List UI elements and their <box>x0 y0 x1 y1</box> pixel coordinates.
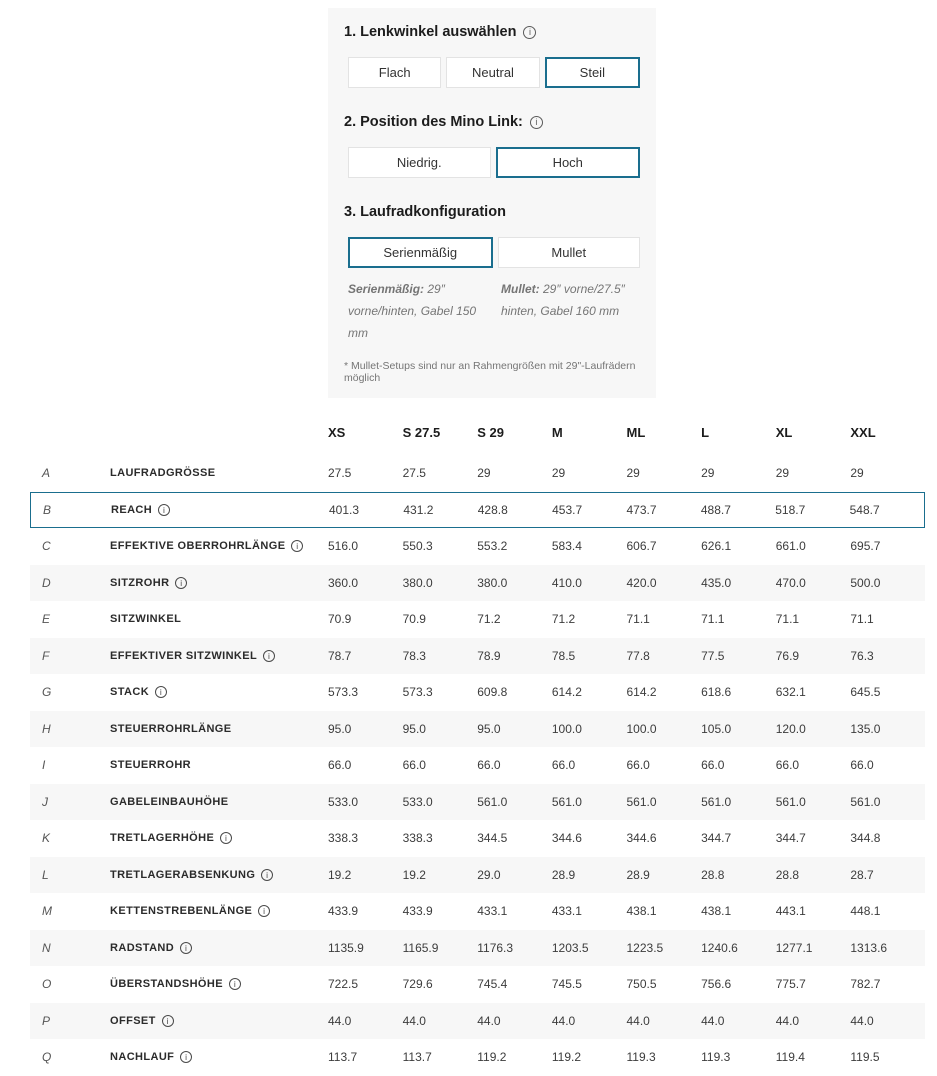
cell-value: 470.0 <box>775 575 806 590</box>
cell-value: 548.7 <box>849 502 880 517</box>
cell-value: 29 <box>775 466 790 481</box>
cell-value: 473.7 <box>626 502 657 517</box>
cell-value: 19.2 <box>328 867 352 882</box>
cell-value: 453.7 <box>552 502 583 517</box>
option-button-mullet[interactable]: Mullet <box>498 237 641 268</box>
cell-value: 27.5 <box>402 466 426 481</box>
row-letter: L <box>42 867 49 882</box>
row-label-text: STEUERROHR <box>110 759 192 772</box>
cell-value: 19.2 <box>402 867 426 882</box>
row-letter: B <box>43 502 52 517</box>
cell-value: 1313.6 <box>850 940 888 955</box>
column-header-s-27-5: S 27.5 <box>402 425 441 440</box>
section-info-icon[interactable]: i <box>530 116 543 129</box>
row-label <box>110 1051 328 1063</box>
cell-value: 78.9 <box>477 648 501 663</box>
cell-value: 44.0 <box>850 1013 874 1028</box>
cell-value: 105.0 <box>701 721 732 736</box>
cell-value: 401.3 <box>329 502 360 517</box>
mullet-footnote: * Mullet-Setups sind nur an Rahmengrößen mit 29"-Laufrädern möglich <box>344 360 636 384</box>
table-row-kettenstrebenl-nge <box>30 893 925 930</box>
section-heading-text: 1. Lenkwinkel auswählen <box>344 24 517 40</box>
cell-value: 573.3 <box>402 685 433 700</box>
table-row-effektive-oberrohrl-nge <box>30 528 925 565</box>
table-row-steuerrohrl-nge <box>30 711 925 748</box>
cell-value: 71.1 <box>775 612 800 627</box>
cell-value: 729.6 <box>402 977 433 992</box>
row-info-icon[interactable]: i <box>175 577 187 589</box>
cell-value: 433.1 <box>477 904 508 919</box>
cell-value: 438.1 <box>626 904 657 919</box>
cell-value: 71.2 <box>551 612 576 627</box>
cell-value: 1277.1 <box>775 940 813 955</box>
cell-value: 561.0 <box>477 794 508 809</box>
row-letter: O <box>42 977 52 992</box>
row-label-text: GABELEINBAUHÖHE <box>110 795 229 808</box>
option-button-flach[interactable]: Flach <box>348 57 441 88</box>
row-letter: D <box>42 575 51 590</box>
config-section-1 <box>344 24 640 88</box>
row-label-text: LAUFRADGRÖSSE <box>110 467 216 480</box>
row-letter: J <box>42 794 48 809</box>
cell-value: 28.9 <box>551 867 576 882</box>
column-header-ml: ML <box>626 425 646 440</box>
table-row-steuerrohr <box>30 747 925 784</box>
row-letter: I <box>42 758 46 773</box>
geometry-table <box>30 410 925 1076</box>
cell-value: 420.0 <box>626 575 657 590</box>
cell-value: 360.0 <box>328 575 359 590</box>
cell-value: 380.0 <box>477 575 508 590</box>
row-label <box>111 504 329 516</box>
option-button-niedrig[interactable]: Niedrig. <box>348 147 491 178</box>
cell-value: 380.0 <box>402 575 433 590</box>
cell-value: 28.9 <box>626 867 650 882</box>
cell-value: 78.3 <box>402 648 426 663</box>
cell-value: 1223.5 <box>626 940 664 955</box>
cell-value: 626.1 <box>701 539 732 554</box>
cell-value: 756.6 <box>701 977 732 992</box>
cell-value: 66.0 <box>701 758 725 773</box>
row-info-icon[interactable]: i <box>180 1051 192 1063</box>
cell-value: 119.2 <box>477 1050 507 1065</box>
cell-value: 44.0 <box>551 1013 576 1028</box>
row-info-icon[interactable]: i <box>261 869 273 881</box>
cell-value: 410.0 <box>551 575 582 590</box>
cell-value: 70.9 <box>328 612 352 627</box>
cell-value: 135.0 <box>850 721 881 736</box>
cell-value: 76.3 <box>850 648 874 663</box>
cell-value: 443.1 <box>775 904 806 919</box>
cell-value: 1240.6 <box>701 940 738 955</box>
cell-value: 1176.3 <box>477 940 514 955</box>
cell-value: 344.8 <box>850 831 881 846</box>
row-label <box>110 759 328 771</box>
cell-value: 119.4 <box>775 1050 805 1065</box>
cell-value: 66.0 <box>477 758 501 773</box>
row-label <box>110 832 328 844</box>
row-label-text: REACH <box>111 503 153 516</box>
cell-value: 561.0 <box>551 794 582 809</box>
cell-value: 44.0 <box>328 1013 352 1028</box>
row-info-icon[interactable]: i <box>180 942 192 954</box>
cell-value: 1165.9 <box>402 940 439 955</box>
cell-value: 44.0 <box>701 1013 725 1028</box>
cell-value: 606.7 <box>626 539 657 554</box>
row-letter: C <box>42 539 51 554</box>
cell-value: 344.5 <box>477 831 508 846</box>
table-row-sitzwinkel <box>30 601 925 638</box>
option-button-serienm-ig[interactable]: Serienmäßig <box>348 237 493 268</box>
cell-value: 488.7 <box>700 502 731 517</box>
cell-value: 44.0 <box>477 1013 501 1028</box>
row-info-icon[interactable]: i <box>291 540 303 552</box>
column-header-s-29: S 29 <box>477 425 504 440</box>
cell-value: 95.0 <box>477 721 501 736</box>
cell-value: 27.5 <box>328 466 352 481</box>
row-label <box>110 540 328 552</box>
cell-value: 433.9 <box>328 904 359 919</box>
cell-value: 28.8 <box>701 867 725 882</box>
row-info-icon[interactable]: i <box>158 504 170 516</box>
row-label <box>110 467 328 479</box>
cell-value: 100.0 <box>626 721 657 736</box>
cell-value: 632.1 <box>775 685 806 700</box>
table-row-tretlagerabsenkung <box>30 857 925 894</box>
row-label-text: EFFEKTIVE OBERROHRLÄNGE <box>110 540 286 553</box>
cell-value: 29 <box>551 466 566 481</box>
cell-value: 44.0 <box>626 1013 650 1028</box>
cell-value: 500.0 <box>850 575 881 590</box>
cell-value: 66.0 <box>775 758 800 773</box>
cell-value: 66.0 <box>850 758 874 773</box>
row-info-icon[interactable]: i <box>155 686 167 698</box>
cell-value: 561.0 <box>701 794 732 809</box>
cell-value: 661.0 <box>775 539 806 554</box>
cell-value: 344.6 <box>551 831 582 846</box>
table-row-laufradgr-sse <box>30 455 925 492</box>
cell-value: 71.2 <box>477 612 501 627</box>
section-info-icon[interactable]: i <box>523 26 536 39</box>
cell-value: 78.7 <box>328 648 352 663</box>
cell-value: 113.7 <box>402 1050 432 1065</box>
cell-value: 71.1 <box>701 612 725 627</box>
option-button-steil[interactable]: Steil <box>545 57 640 88</box>
row-label <box>110 650 328 662</box>
row-letter: N <box>42 940 51 955</box>
cell-value: 745.5 <box>551 977 582 992</box>
table-row-radstand <box>30 930 925 967</box>
row-label <box>110 723 328 735</box>
table-row-reach <box>30 492 925 529</box>
config-section-heading <box>344 204 640 220</box>
cell-value: 77.5 <box>701 648 725 663</box>
cell-value: 119.3 <box>701 1050 731 1065</box>
row-label <box>110 796 328 808</box>
row-label <box>110 1015 328 1027</box>
cell-value: 518.7 <box>775 502 806 517</box>
cell-value: 428.8 <box>477 502 508 517</box>
cell-value: 722.5 <box>328 977 359 992</box>
wheel-config-description-mullet: Mullet: 29″ vorne/27.5″ hinten, Gabel 160 mm <box>501 282 625 318</box>
config-section-2 <box>344 114 640 178</box>
cell-value: 71.1 <box>850 612 874 627</box>
table-row-nachlauf <box>30 1039 925 1076</box>
cell-value: 750.5 <box>626 977 657 992</box>
config-section-3 <box>344 204 640 344</box>
cell-value: 1203.5 <box>551 940 589 955</box>
cell-value: 95.0 <box>402 721 426 736</box>
cell-value: 66.0 <box>551 758 576 773</box>
row-letter: G <box>42 685 52 700</box>
section-heading-text: 3. Laufradkonfiguration <box>344 204 506 220</box>
row-label-text: ÜBERSTANDSHÖHE <box>110 978 223 991</box>
cell-value: 44.0 <box>402 1013 426 1028</box>
row-label <box>110 905 328 917</box>
table-row-berstandsh-he <box>30 966 925 1003</box>
table-row-sitzrohr <box>30 565 925 602</box>
row-info-icon[interactable]: i <box>220 832 232 844</box>
row-label <box>110 613 328 625</box>
cell-value: 29 <box>626 466 640 481</box>
cell-value: 618.6 <box>701 685 732 700</box>
cell-value: 95.0 <box>328 721 352 736</box>
column-header-l: L <box>701 425 710 440</box>
row-label-text: SITZROHR <box>110 576 170 589</box>
cell-value: 431.2 <box>403 502 434 517</box>
cell-value: 745.4 <box>477 977 508 992</box>
cell-value: 561.0 <box>626 794 657 809</box>
cell-value: 113.7 <box>328 1050 358 1065</box>
cell-value: 66.0 <box>626 758 650 773</box>
row-label-text: NACHLAUF <box>110 1051 175 1064</box>
row-label-text: TRETLAGERHÖHE <box>110 832 215 845</box>
row-label-text: RADSTAND <box>110 941 175 954</box>
row-label-text: TRETLAGERABSENKUNG <box>110 868 256 881</box>
cell-value: 448.1 <box>850 904 881 919</box>
geometry-config-panel <box>328 8 656 398</box>
row-letter: E <box>42 612 51 627</box>
cell-value: 583.4 <box>551 539 582 554</box>
cell-value: 29 <box>701 466 715 481</box>
table-row-offset <box>30 1003 925 1040</box>
config-section-heading <box>344 114 640 130</box>
option-button-neutral[interactable]: Neutral <box>446 57 539 88</box>
row-label-text: EFFEKTIVER SITZWINKEL <box>110 649 258 662</box>
cell-value: 645.5 <box>850 685 881 700</box>
cell-value: 573.3 <box>328 685 359 700</box>
cell-value: 120.0 <box>775 721 806 736</box>
cell-value: 76.9 <box>775 648 800 663</box>
row-info-icon[interactable]: i <box>229 978 241 990</box>
column-header-xl: XL <box>775 425 793 440</box>
cell-value: 119.3 <box>626 1050 656 1065</box>
row-letter: A <box>42 466 51 481</box>
row-label-text: OFFSET <box>110 1014 156 1027</box>
config-section-heading <box>344 24 640 40</box>
row-letter: H <box>42 721 51 736</box>
cell-value: 344.6 <box>626 831 657 846</box>
cell-value: 435.0 <box>701 575 732 590</box>
row-info-icon[interactable]: i <box>162 1015 174 1027</box>
cell-value: 561.0 <box>775 794 806 809</box>
cell-value: 433.9 <box>402 904 433 919</box>
wheel-config-description-serienm-ig: Serienmäßig: 29″ vorne/hinten, Gabel 150 mm <box>348 282 477 340</box>
row-label <box>110 942 328 954</box>
geometry-table-header <box>30 410 925 455</box>
cell-value: 29 <box>477 466 491 481</box>
row-label <box>110 978 328 990</box>
cell-value: 66.0 <box>402 758 426 773</box>
cell-value: 77.8 <box>626 648 650 663</box>
cell-value: 533.0 <box>328 794 359 809</box>
row-info-icon[interactable]: i <box>258 905 270 917</box>
row-letter: M <box>42 904 52 919</box>
cell-value: 28.8 <box>775 867 800 882</box>
column-header-xxl: XXL <box>850 425 876 440</box>
cell-value: 44.0 <box>775 1013 800 1028</box>
cell-value: 533.0 <box>402 794 433 809</box>
column-header-xs: XS <box>328 425 346 440</box>
row-letter: P <box>42 1013 51 1028</box>
table-row-effektiver-sitzwinkel <box>30 638 925 675</box>
cell-value: 29.0 <box>477 867 501 882</box>
table-row-gabeleinbauh-he <box>30 784 925 821</box>
cell-value: 119.5 <box>850 1050 880 1065</box>
table-row-stack <box>30 674 925 711</box>
table-row-tretlagerh-he <box>30 820 925 857</box>
cell-value: 100.0 <box>551 721 582 736</box>
section-heading-text: 2. Position des Mino Link: <box>344 114 523 130</box>
cell-value: 550.3 <box>402 539 433 554</box>
cell-value: 66.0 <box>328 758 352 773</box>
cell-value: 344.7 <box>775 831 806 846</box>
cell-value: 695.7 <box>850 539 881 554</box>
row-label-text: STACK <box>110 686 150 699</box>
cell-value: 433.1 <box>551 904 582 919</box>
row-letter: Q <box>42 1050 52 1065</box>
cell-value: 614.2 <box>626 685 657 700</box>
cell-value: 70.9 <box>402 612 426 627</box>
row-letter: F <box>42 648 50 663</box>
cell-value: 344.7 <box>701 831 732 846</box>
row-info-icon[interactable]: i <box>263 650 275 662</box>
cell-value: 516.0 <box>328 539 359 554</box>
cell-value: 609.8 <box>477 685 508 700</box>
cell-value: 78.5 <box>551 648 576 663</box>
cell-value: 553.2 <box>477 539 508 554</box>
cell-value: 438.1 <box>701 904 732 919</box>
row-letter: K <box>42 831 51 846</box>
row-label <box>110 577 328 589</box>
cell-value: 338.3 <box>402 831 433 846</box>
cell-value: 782.7 <box>850 977 881 992</box>
cell-value: 29 <box>850 466 864 481</box>
cell-value: 338.3 <box>328 831 359 846</box>
cell-value: 28.7 <box>850 867 874 882</box>
cell-value: 561.0 <box>850 794 881 809</box>
row-label-text: STEUERROHRLÄNGE <box>110 722 232 735</box>
option-button-hoch[interactable]: Hoch <box>496 147 641 178</box>
cell-value: 1135.9 <box>328 940 364 955</box>
cell-value: 775.7 <box>775 977 806 992</box>
row-label <box>110 869 328 881</box>
column-header-m: M <box>551 425 563 440</box>
row-label <box>110 686 328 698</box>
row-label-text: SITZWINKEL <box>110 613 182 626</box>
row-label-text: KETTENSTREBENLÄNGE <box>110 905 253 918</box>
cell-value: 71.1 <box>626 612 650 627</box>
cell-value: 119.2 <box>551 1050 582 1065</box>
cell-value: 614.2 <box>551 685 582 700</box>
